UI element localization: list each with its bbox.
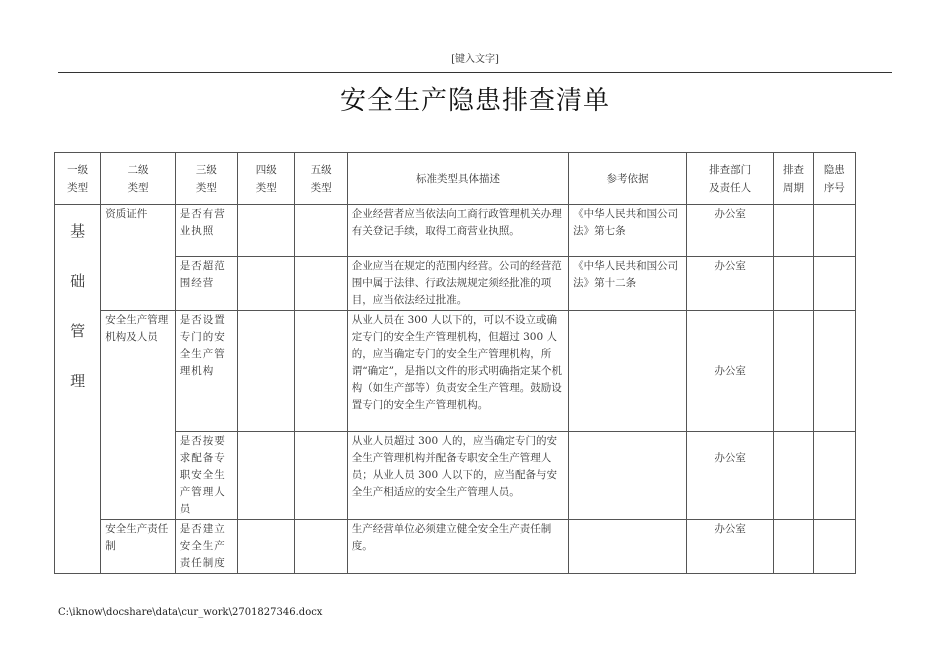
table-row [55,311,856,432]
level4-cell [238,257,295,311]
table-header-row [55,153,856,205]
level3-cell: 是否按要求配备专职安全生产管理人员 [175,432,237,520]
col-header-department: 排查部门 及责任人 [686,153,774,205]
level5-cell [295,520,347,574]
page-header-text: [键入文字] [451,54,499,65]
col-header-level5: 五级 类型 [295,153,347,205]
department-cell: 办公室 [686,311,774,432]
period-cell [774,205,813,257]
category1-cell [55,205,101,574]
table-row [55,520,856,574]
description-cell: 从业人员在 300 人以下的，可以不设立或确定专门的安全生产管理机构，但超过 300 人的，应当确定专门的安全生产管理机构，所谓“确定”，是指以文件的形式明确指定某个机构（如生产部等）负责安全生产管理。鼓励设置专门的安全生产管理机构。 [347,311,568,432]
document-title: 安全生产隐患排查清单 [339,86,610,116]
reference-cell [569,520,687,574]
footer-file-path: C:\iknow\docshare\data\cur_work\2701827346.docx [58,607,323,618]
level5-cell [295,205,347,257]
hazard-no-cell [813,432,855,520]
department-cell: 办公室 [686,432,774,520]
period-cell [774,432,813,520]
level2-cell: 安全生产责任制 [101,520,175,574]
period-cell [774,520,813,574]
period-cell [774,257,813,311]
col-header-level3: 三级 类型 [175,153,237,205]
col-header-period: 排查 周期 [774,153,813,205]
col-header-level4: 四级 类型 [238,153,295,205]
reference-cell: 《中华人民共和国公司法》第十二条 [569,257,687,311]
description-cell: 从业人员超过 300 人的，应当确定专门的安全生产管理机构并配备专职安全生产管理人员；从业人员 300 人以下的，应当配备与安全生产相适应的安全生产管理人员。 [347,432,568,520]
level3-cell: 是否有营业执照 [175,205,237,257]
header-rule [58,72,892,73]
col-header-hazard-no: 隐患 序号 [813,153,855,205]
department-cell: 办公室 [686,205,774,257]
level2-cell: 资质证件 [101,205,175,311]
reference-cell [569,311,687,432]
category1-char: 基 [70,222,86,240]
department-cell: 办公室 [686,257,774,311]
level4-cell [238,432,295,520]
level3-cell: 是否超范围经营 [175,257,237,311]
category1-char: 础 [70,272,86,290]
period-cell [774,311,813,432]
category1-char: 理 [70,372,86,390]
level4-cell [238,311,295,432]
level4-cell [238,520,295,574]
col-header-reference: 参考依据 [569,153,687,205]
level3-cell: 是否设置专门的安全生产管理机构 [175,311,237,432]
hazard-no-cell [813,311,855,432]
hazard-no-cell [813,257,855,311]
hazard-no-cell [813,205,855,257]
table-row [55,432,856,520]
description-cell: 生产经营单位必须建立健全安全生产责任制度。 [347,520,568,574]
description-cell: 企业经营者应当依法向工商行政管理机关办理有关登记手续，取得工商营业执照。 [347,205,568,257]
level5-cell [295,257,347,311]
hazard-checklist-table [54,152,856,574]
level5-cell [295,311,347,432]
reference-cell: 《中华人民共和国公司法》第七条 [569,205,687,257]
hazard-no-cell [813,520,855,574]
level4-cell [238,205,295,257]
level2-cell: 安全生产管理机构及人员 [101,311,175,520]
col-header-level1: 一级 类型 [55,153,101,205]
col-header-level2: 二级 类型 [101,153,175,205]
col-header-description: 标准类型具体描述 [347,153,568,205]
department-cell: 办公室 [686,520,774,574]
reference-cell [569,432,687,520]
table-row [55,205,856,257]
level3-cell: 是否建立安全生产责任制度 [175,520,237,574]
table-row [55,257,856,311]
level5-cell [295,432,347,520]
category1-char: 管 [70,322,86,340]
description-cell: 企业应当在规定的范围内经营。公司的经营范围中属于法律、行政法规规定须经批准的项目，应当依法经过批准。 [347,257,568,311]
